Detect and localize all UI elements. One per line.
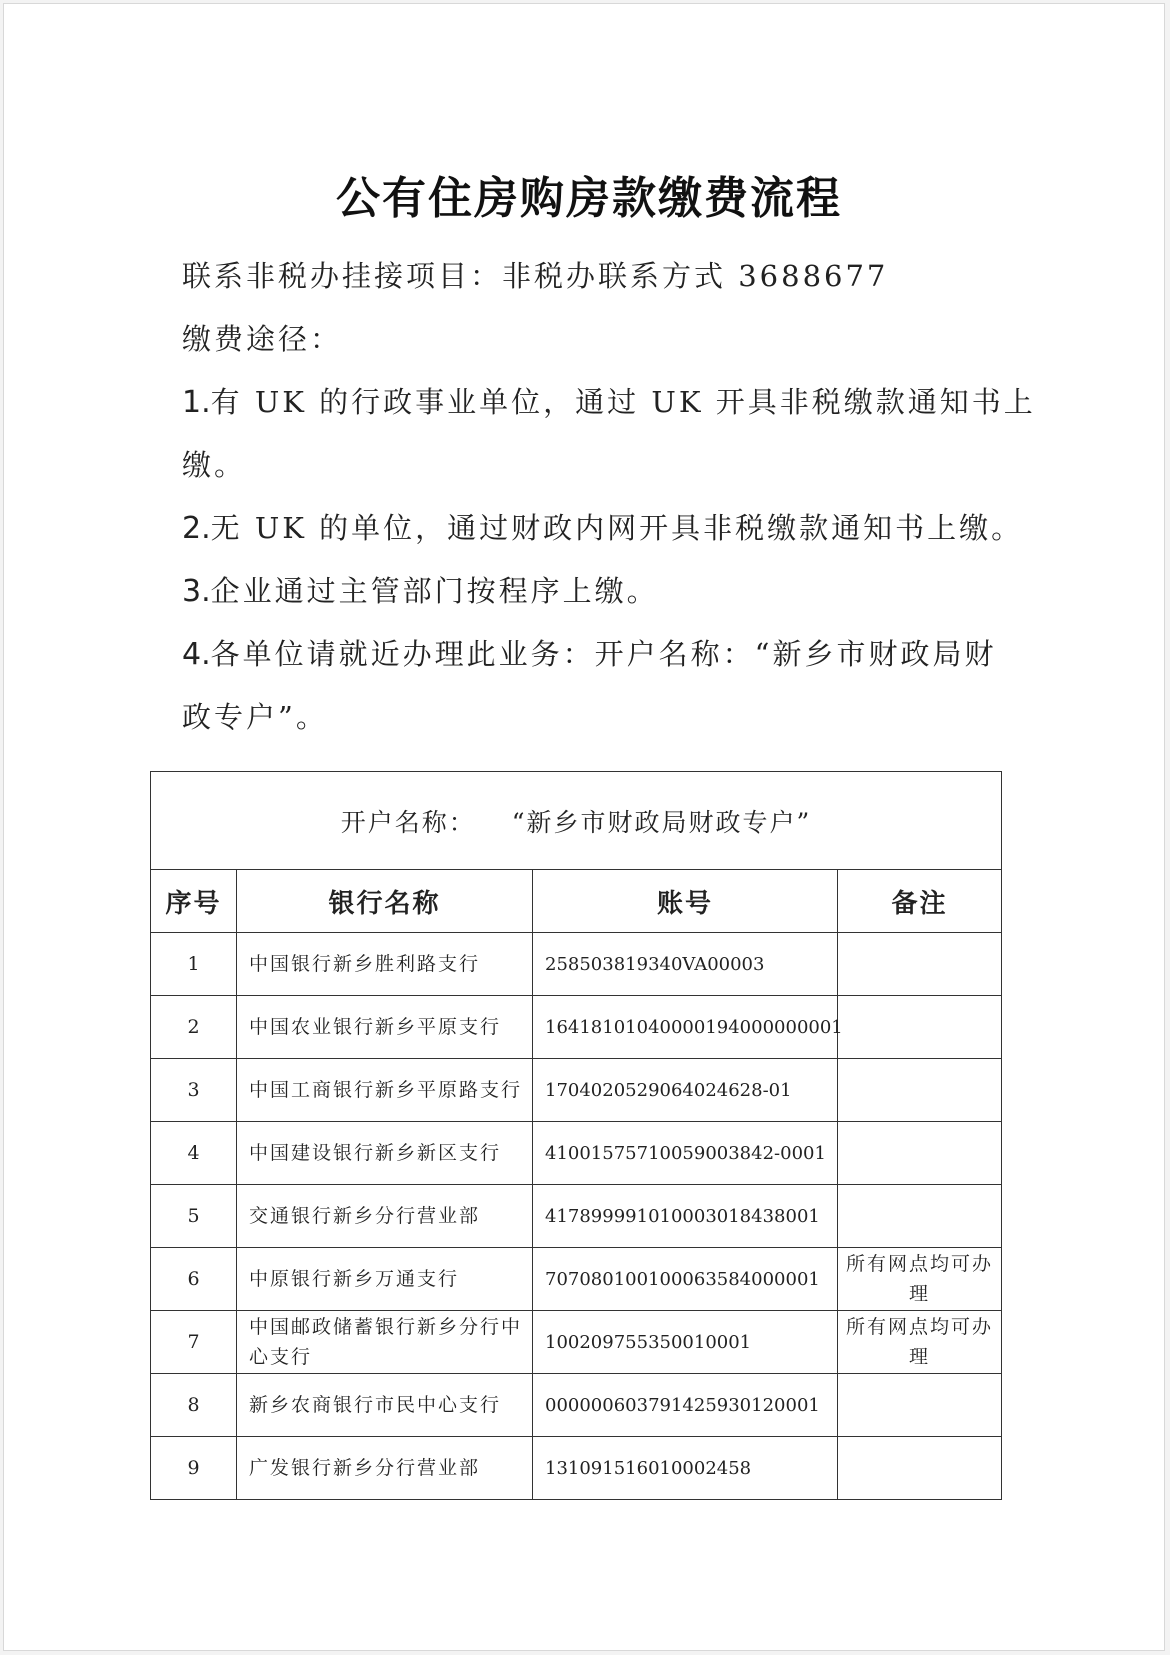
paragraph-item-1-cont [182,443,1002,484]
cell-index: 3 [151,1059,237,1122]
cell-bank-name: 中国农业银行新乡平原支行 [237,996,533,1059]
paragraph-item-4-cont [182,695,1002,736]
document-title: 公有住房购房款缴费流程 [336,173,842,224]
cell-bank-name: 中国建设银行新乡新区支行 [237,1122,533,1185]
paragraph-text: 无 UK 的单位，通过财政内网开具非税缴款通知书上缴。 [210,511,1024,545]
paragraph-contact [182,254,1002,295]
paragraph-text: 政专户”。 [182,700,328,734]
header-remarks: 备注 [838,870,1002,933]
paragraph-item-1 [182,380,1036,421]
table-header-row [151,870,1002,933]
cell-remarks: 所有网点均可办理 [838,1248,1002,1311]
cell-remarks [838,1122,1002,1185]
paragraph-item-3 [182,569,1002,610]
cell-index: 7 [151,1311,237,1374]
cell-remarks [838,933,1002,996]
table-caption [151,772,1002,870]
bank-account-table [150,771,1002,1500]
cell-remarks [838,1185,1002,1248]
header-index: 序号 [151,870,237,933]
paragraph-item-2 [182,506,1024,547]
cell-remarks [838,1374,1002,1437]
cell-account-number: 417899991010003018438001 [533,1185,838,1248]
cell-account-number: 000000603791425930120001 [533,1374,838,1437]
header-bank-name: 银行名称 [237,870,533,933]
cell-remarks [838,996,1002,1059]
cell-account-number: 100209755350010001 [533,1311,838,1374]
cell-bank-name: 新乡农商银行市民中心支行 [237,1374,533,1437]
item-number: 2. [182,511,211,546]
table-row [151,1248,1002,1311]
cell-index: 1 [151,933,237,996]
cell-index: 9 [151,1437,237,1500]
paragraph-item-4 [182,632,1002,673]
cell-account-number: 707080100100063584000001 [533,1248,838,1311]
table-row [151,1311,1002,1374]
paragraph-text: 缴费途径： [182,322,343,356]
item-number: 1. [182,385,211,420]
item-number: 4. [182,637,211,672]
table-row [151,996,1002,1059]
table-row [151,1059,1002,1122]
cell-index: 6 [151,1248,237,1311]
table-row [151,1374,1002,1437]
cell-bank-name: 中国银行新乡胜利路支行 [237,933,533,996]
table-caption-row [151,772,1002,870]
table-row [151,1122,1002,1185]
cell-remarks: 所有网点均可办理 [838,1311,1002,1374]
cell-account-number: 16418101040000194000000001 [533,996,838,1059]
cell-bank-name: 中国邮政储蓄银行新乡分行中心支行 [237,1311,533,1374]
paragraph-payment-methods [182,317,1002,358]
header-account-number: 账号 [533,870,838,933]
cell-account-number: 41001575710059003842-0001 [533,1122,838,1185]
paragraph-text: 各单位请就近办理此业务：开户名称：“新乡市财政局财 [210,637,997,671]
paragraph-text: 企业通过主管部门按程序上缴。 [210,574,659,608]
cell-index: 8 [151,1374,237,1437]
cell-account-number: 131091516010002458 [533,1437,838,1500]
cell-index: 5 [151,1185,237,1248]
paragraph-text: 有 UK 的行政事业单位，通过 UK 开具非税缴款通知书上 [210,385,1036,419]
item-number: 3. [182,574,211,609]
paragraph-text: 缴。 [182,448,247,482]
cell-bank-name: 广发银行新乡分行营业部 [237,1437,533,1500]
cell-account-number: 258503819340VA00003 [533,933,838,996]
cell-index: 4 [151,1122,237,1185]
table-row [151,1185,1002,1248]
cell-bank-name: 交通银行新乡分行营业部 [237,1185,533,1248]
caption-label: 开户名称： [340,807,476,837]
cell-account-number: 1704020529064024628-01 [533,1059,838,1122]
cell-remarks [838,1059,1002,1122]
cell-bank-name: 中原银行新乡万通支行 [237,1248,533,1311]
cell-index: 2 [151,996,237,1059]
cell-remarks [838,1437,1002,1500]
table-row [151,1437,1002,1500]
caption-account-name: “新乡市财政局财政专户” [511,807,812,837]
cell-bank-name: 中国工商银行新乡平原路支行 [237,1059,533,1122]
paragraph-text: 联系非税办挂接项目：非税办联系方式 3688677 [182,259,889,293]
table-row [151,933,1002,996]
